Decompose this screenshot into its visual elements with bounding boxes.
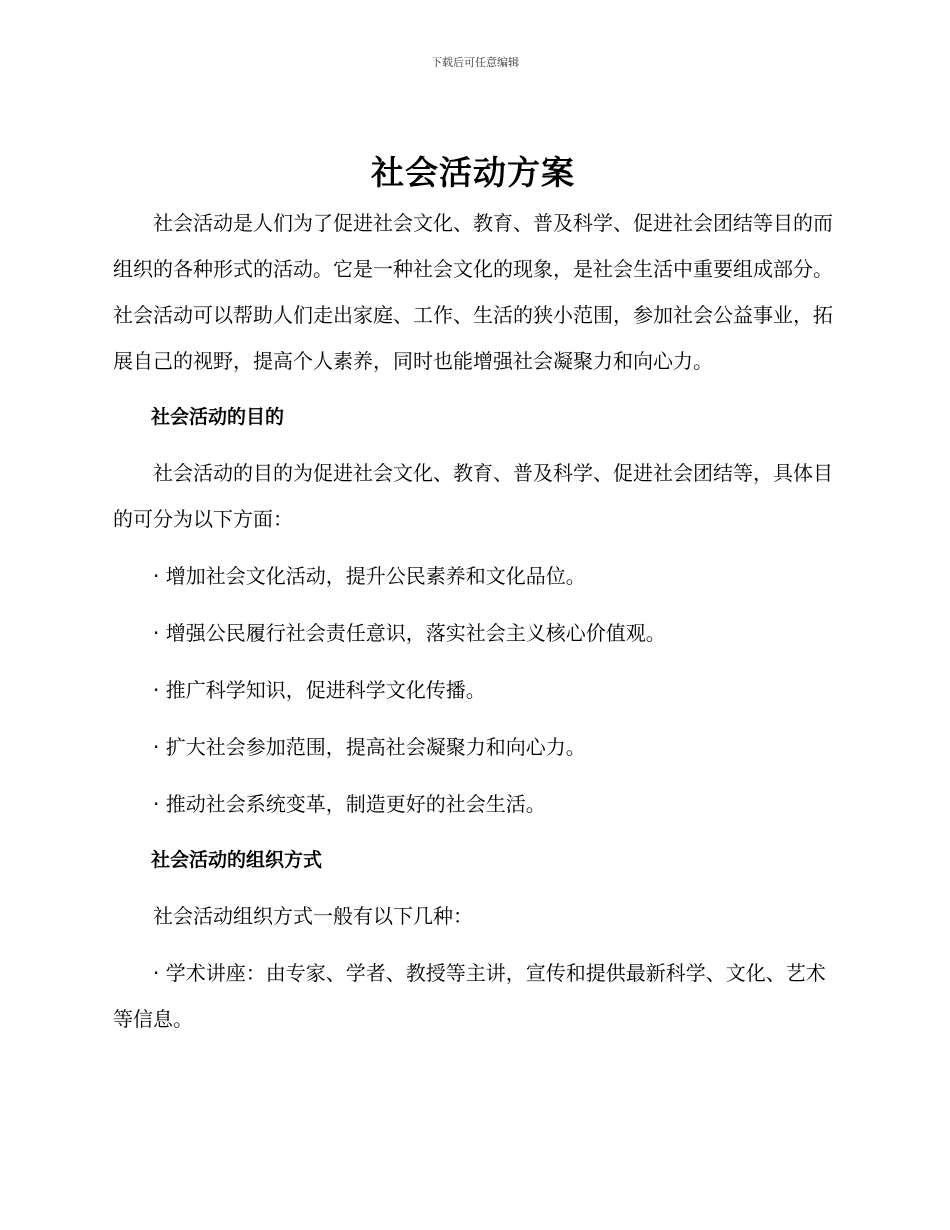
intro-paragraph: 社会活动是人们为了促进社会文化、教育、普及科学、促进社会团结等目的而组织的各种形式的活动。它是一种社会文化的现象，是社会生活中重要组成部分。社会活动可以帮助人们走出家庭、工作、生活的狭小范围，参加社会公益事业，拓展自己的视野，提高个人素养，同时也能增强社会凝聚力和向心力。: [113, 211, 833, 373]
document-body: [113, 148, 833, 1042]
bullet-item: · 增加社会文化活动，提升公民素养和文化品位。: [153, 564, 586, 588]
bullet-item: · 学术讲座：由专家、学者、教授等主讲，宣传和提供最新科学、文化、艺术等信息。: [113, 961, 826, 1031]
bullet-item: · 扩大社会参加范围，提高社会凝聚力和向心力。: [153, 735, 586, 759]
page-header-note: 下载后可任意编辑: [431, 56, 519, 69]
section-purpose: [113, 394, 833, 827]
section-paragraph: 社会活动的目的为促进社会文化、教育、普及科学、促进社会团结等，具体目的可分为以下方面：: [113, 461, 833, 531]
section-heading: 社会活动的组织方式: [151, 849, 323, 871]
bullet-item: · 增强公民履行社会责任意识，落实社会主义核心价值观。: [153, 621, 666, 645]
section-organization: [113, 837, 833, 1042]
bullet-item: · 推广科学知识，促进科学文化传播。: [153, 678, 486, 702]
section-heading: 社会活动的目的: [151, 406, 285, 428]
section-paragraph: 社会活动组织方式一般有以下几种：: [153, 904, 473, 928]
document-title: 社会活动方案: [371, 153, 575, 192]
bullet-item: · 推动社会系统变革，制造更好的社会生活。: [153, 792, 546, 816]
